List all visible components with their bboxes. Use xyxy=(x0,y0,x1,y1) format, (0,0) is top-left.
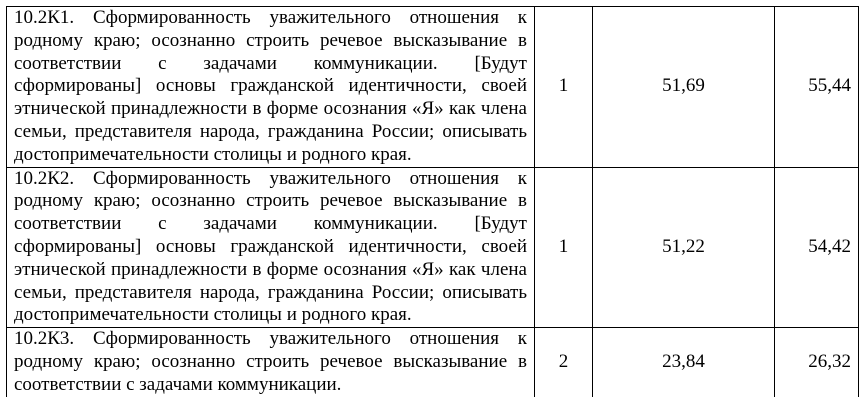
max-score-cell: 1 xyxy=(535,7,593,168)
percent-value-1: 51,22 xyxy=(593,167,775,328)
percent-value-2: 26,32 xyxy=(775,328,859,397)
criterion-description: 10.2К2. Сформированность уважительного отношения к родному краю; осознанно строить речевое высказывание в соответствии с задачами коммуникации. [Будут сформированы] основы гражданской идентичности, своей этнической принадлежности в форме осознания «Я» как члена семьи, представителя народа, гражданина России; описывать достопримечательности столицы и родного края. xyxy=(7,167,535,328)
percent-value-1: 51,69 xyxy=(593,7,775,168)
percent-value-1: 23,84 xyxy=(593,328,775,397)
table-row xyxy=(7,167,859,328)
results-table xyxy=(6,6,859,397)
criterion-description: 10.2К3. Сформированность уважительного отношения к родному краю; осознанно строить речевое высказывание в соответствии с задачами коммуникации. xyxy=(7,328,535,397)
table-row xyxy=(7,7,859,168)
criterion-description: 10.2К1. Сформированность уважительного отношения к родному краю; осознанно строить речевое высказывание в соответствии с задачами коммуникации. [Будут сформированы] основы гражданской идентичности, своей этнической принадлежности в форме осознания «Я» как члена семьи, представителя народа, гражданина России; описывать достопримечательности столицы и родного края. xyxy=(7,7,535,168)
percent-value-2: 55,44 xyxy=(775,7,859,168)
max-score-cell: 2 xyxy=(535,328,593,397)
table-row xyxy=(7,328,859,397)
max-score-cell: 1 xyxy=(535,167,593,328)
percent-value-2: 54,42 xyxy=(775,167,859,328)
